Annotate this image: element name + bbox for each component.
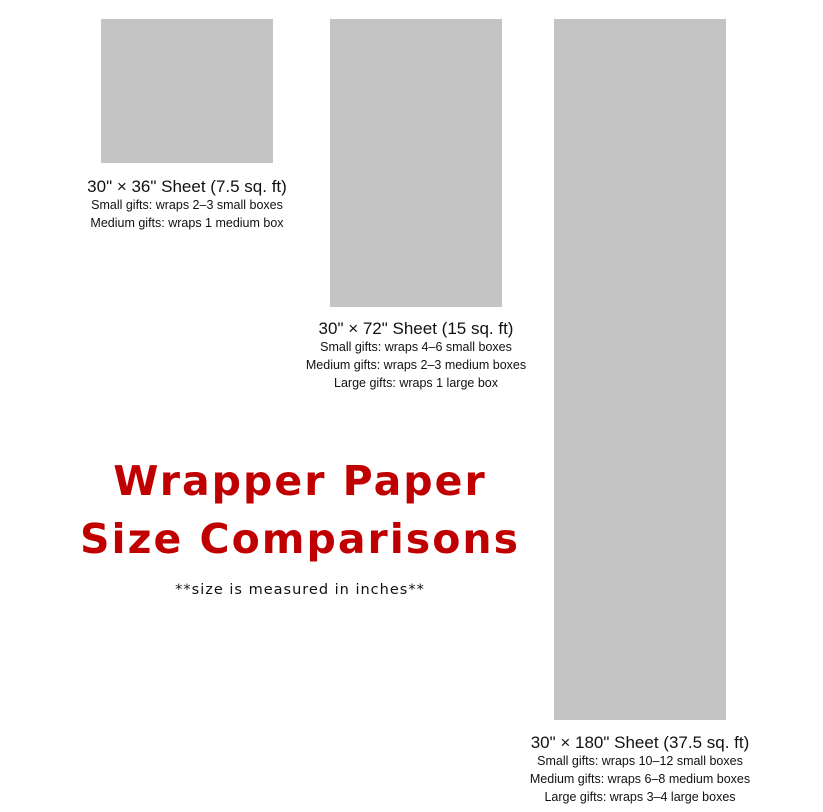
sheet-caption-title: 30" × 36" Sheet (7.5 sq. ft) — [87, 177, 287, 196]
sheet-rectangle-30x72 — [330, 19, 502, 307]
sheet-rectangle-30x36 — [101, 19, 273, 163]
sheet-caption-30x72 — [266, 318, 566, 393]
sheet-detail-line: Small gifts: wraps 10–12 small boxes — [537, 754, 743, 769]
sheet-caption-title: 30" × 180" Sheet (37.5 sq. ft) — [530, 733, 750, 752]
title-subtitle: **size is measured in inches** — [175, 582, 425, 599]
title-line-1: Wrapper Paper — [113, 457, 487, 505]
sheet-detail-line: Medium gifts: wraps 2–3 medium boxes — [305, 358, 527, 372]
sheet-detail-line: Large gifts: wraps 1 large box — [334, 375, 498, 390]
title-line-2: Size Comparisons — [80, 515, 520, 564]
sheet-detail-line: Small gifts: wraps 4–6 small boxes — [320, 340, 512, 355]
sheet-caption-30x36 — [37, 176, 337, 233]
sheet-detail-line: Large gifts: wraps 3–4 large boxes — [544, 789, 736, 804]
sheet-detail-line: Small gifts: wraps 2–3 small boxes — [91, 198, 283, 213]
page-title — [0, 452, 600, 598]
sheet-detail-line: Medium gifts: wraps 6–8 medium boxes — [529, 772, 751, 786]
sheet-caption-30x180 — [490, 732, 790, 807]
sheet-detail-line: Medium gifts: wraps 1 medium box — [90, 216, 284, 230]
sheet-rectangle-30x180 — [554, 19, 726, 720]
sheet-caption-title: 30" × 72" Sheet (15 sq. ft) — [318, 319, 514, 338]
